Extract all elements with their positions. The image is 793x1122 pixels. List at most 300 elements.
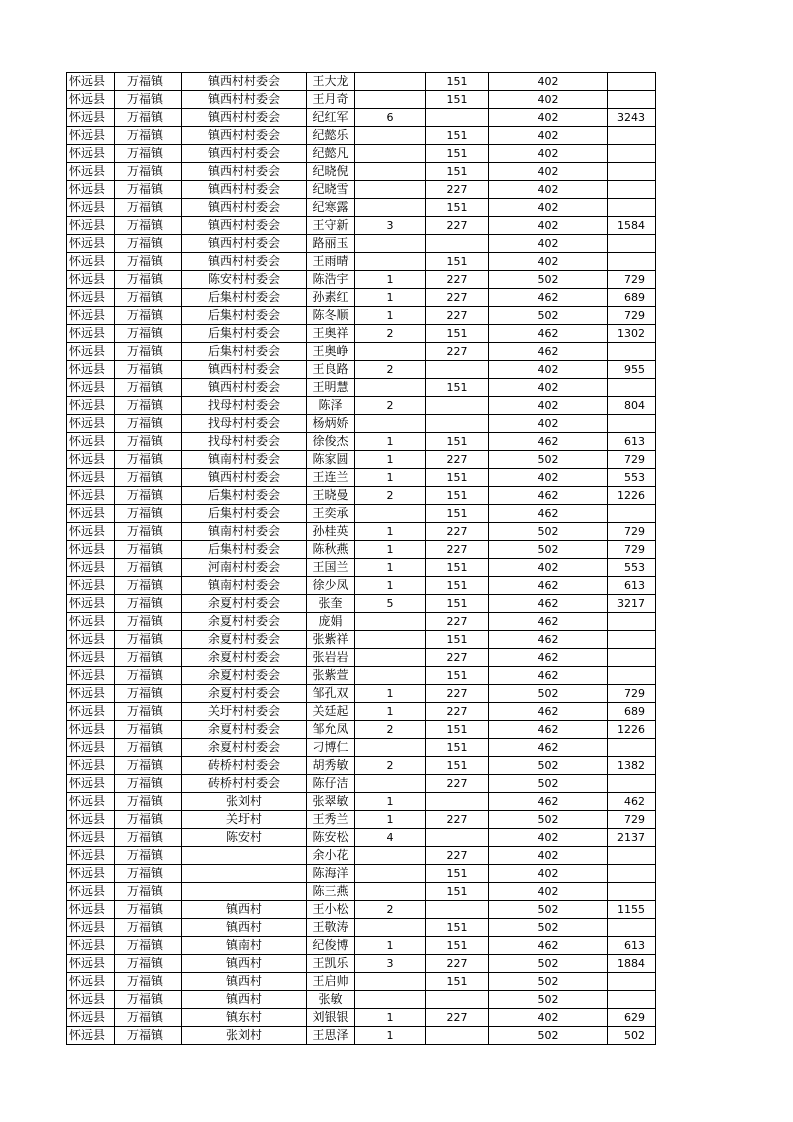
table-row [67, 127, 656, 145]
table-row [67, 109, 656, 127]
total-cell: 629 [608, 1009, 656, 1027]
table-row [67, 505, 656, 523]
amount-a-cell: 227 [426, 307, 489, 325]
table-row [67, 523, 656, 541]
total-cell: 729 [608, 271, 656, 289]
count-cell [355, 199, 426, 217]
name-cell: 张奎 [307, 595, 355, 613]
amount-b-cell: 402 [489, 1009, 608, 1027]
amount-b-cell: 402 [489, 865, 608, 883]
total-cell [608, 253, 656, 271]
town-cell: 万福镇 [115, 685, 182, 703]
village-cell: 找母村村委会 [182, 397, 307, 415]
town-cell: 万福镇 [115, 181, 182, 199]
total-cell [608, 145, 656, 163]
town-cell: 万福镇 [115, 415, 182, 433]
county-cell: 怀远县 [67, 685, 115, 703]
total-cell [608, 127, 656, 145]
county-cell: 怀远县 [67, 181, 115, 199]
count-cell [355, 253, 426, 271]
county-cell: 怀远县 [67, 955, 115, 973]
amount-a-cell: 151 [426, 325, 489, 343]
total-cell: 502 [608, 1027, 656, 1045]
amount-b-cell: 462 [489, 289, 608, 307]
total-cell: 1302 [608, 325, 656, 343]
amount-b-cell: 402 [489, 235, 608, 253]
count-cell [355, 73, 426, 91]
amount-a-cell: 227 [426, 847, 489, 865]
amount-a-cell: 151 [426, 739, 489, 757]
amount-b-cell: 462 [489, 721, 608, 739]
amount-a-cell [426, 793, 489, 811]
amount-b-cell: 462 [489, 577, 608, 595]
town-cell: 万福镇 [115, 649, 182, 667]
name-cell: 纪红军 [307, 109, 355, 127]
town-cell: 万福镇 [115, 289, 182, 307]
table-row [67, 343, 656, 361]
village-cell: 镇西村村委会 [182, 73, 307, 91]
town-cell: 万福镇 [115, 541, 182, 559]
county-cell: 怀远县 [67, 487, 115, 505]
name-cell: 王凯乐 [307, 955, 355, 973]
county-cell: 怀远县 [67, 217, 115, 235]
table-row [67, 757, 656, 775]
amount-a-cell: 151 [426, 667, 489, 685]
name-cell: 陈安松 [307, 829, 355, 847]
name-cell: 关廷起 [307, 703, 355, 721]
county-cell: 怀远县 [67, 793, 115, 811]
amount-b-cell: 502 [489, 307, 608, 325]
name-cell: 王小松 [307, 901, 355, 919]
count-cell [355, 235, 426, 253]
county-cell: 怀远县 [67, 433, 115, 451]
amount-a-cell: 151 [426, 631, 489, 649]
county-cell: 怀远县 [67, 1009, 115, 1027]
town-cell: 万福镇 [115, 325, 182, 343]
county-cell: 怀远县 [67, 739, 115, 757]
amount-b-cell: 502 [489, 811, 608, 829]
count-cell [355, 919, 426, 937]
town-cell: 万福镇 [115, 559, 182, 577]
total-cell [608, 343, 656, 361]
town-cell: 万福镇 [115, 1009, 182, 1027]
name-cell: 纪晓倪 [307, 163, 355, 181]
amount-a-cell: 227 [426, 343, 489, 361]
name-cell: 陈海洋 [307, 865, 355, 883]
amount-b-cell: 402 [489, 253, 608, 271]
count-cell [355, 649, 426, 667]
town-cell: 万福镇 [115, 973, 182, 991]
amount-b-cell: 502 [489, 901, 608, 919]
town-cell: 万福镇 [115, 1027, 182, 1045]
count-cell [355, 505, 426, 523]
table-row [67, 145, 656, 163]
county-cell: 怀远县 [67, 829, 115, 847]
amount-b-cell: 402 [489, 109, 608, 127]
total-cell [608, 163, 656, 181]
total-cell: 1226 [608, 487, 656, 505]
table-row [67, 1027, 656, 1045]
total-cell: 462 [608, 793, 656, 811]
amount-b-cell: 402 [489, 217, 608, 235]
amount-a-cell: 227 [426, 811, 489, 829]
amount-b-cell: 402 [489, 829, 608, 847]
count-cell [355, 613, 426, 631]
total-cell [608, 991, 656, 1009]
name-cell: 王启帅 [307, 973, 355, 991]
county-cell: 怀远县 [67, 649, 115, 667]
amount-a-cell: 151 [426, 73, 489, 91]
town-cell: 万福镇 [115, 721, 182, 739]
county-cell: 怀远县 [67, 757, 115, 775]
count-cell: 1 [355, 469, 426, 487]
amount-a-cell: 227 [426, 775, 489, 793]
table-row [67, 577, 656, 595]
town-cell: 万福镇 [115, 631, 182, 649]
village-cell: 镇南村村委会 [182, 451, 307, 469]
amount-b-cell: 462 [489, 505, 608, 523]
county-cell: 怀远县 [67, 541, 115, 559]
table-row [67, 271, 656, 289]
table-row [67, 433, 656, 451]
town-cell: 万福镇 [115, 163, 182, 181]
name-cell: 庞娟 [307, 613, 355, 631]
total-cell: 613 [608, 937, 656, 955]
amount-a-cell: 151 [426, 559, 489, 577]
total-cell [608, 235, 656, 253]
amount-a-cell: 227 [426, 541, 489, 559]
count-cell [355, 667, 426, 685]
town-cell: 万福镇 [115, 91, 182, 109]
town-cell: 万福镇 [115, 613, 182, 631]
county-cell: 怀远县 [67, 631, 115, 649]
county-cell: 怀远县 [67, 127, 115, 145]
village-cell: 镇西村村委会 [182, 469, 307, 487]
town-cell: 万福镇 [115, 919, 182, 937]
county-cell: 怀远县 [67, 667, 115, 685]
village-cell: 镇南村 [182, 937, 307, 955]
name-cell: 陈泽 [307, 397, 355, 415]
data-table [66, 72, 656, 1045]
town-cell: 万福镇 [115, 109, 182, 127]
table-row [67, 595, 656, 613]
amount-a-cell: 227 [426, 523, 489, 541]
name-cell: 张紫祥 [307, 631, 355, 649]
name-cell: 王守新 [307, 217, 355, 235]
count-cell [355, 181, 426, 199]
count-cell: 1 [355, 541, 426, 559]
total-cell [608, 883, 656, 901]
amount-b-cell: 462 [489, 793, 608, 811]
town-cell: 万福镇 [115, 469, 182, 487]
table-row [67, 739, 656, 757]
town-cell: 万福镇 [115, 811, 182, 829]
table-row [67, 991, 656, 1009]
name-cell: 王连兰 [307, 469, 355, 487]
village-cell: 镇西村村委会 [182, 199, 307, 217]
amount-a-cell: 227 [426, 181, 489, 199]
amount-b-cell: 462 [489, 703, 608, 721]
village-cell: 河南村村委会 [182, 559, 307, 577]
count-cell: 2 [355, 325, 426, 343]
amount-b-cell: 502 [489, 523, 608, 541]
county-cell: 怀远县 [67, 361, 115, 379]
total-cell: 955 [608, 361, 656, 379]
table-row [67, 325, 656, 343]
table-row [67, 397, 656, 415]
county-cell: 怀远县 [67, 919, 115, 937]
county-cell: 怀远县 [67, 109, 115, 127]
village-cell: 镇东村 [182, 1009, 307, 1027]
amount-a-cell: 151 [426, 721, 489, 739]
amount-a-cell: 151 [426, 577, 489, 595]
village-cell: 关圩村 [182, 811, 307, 829]
table-row [67, 91, 656, 109]
amount-b-cell: 402 [489, 415, 608, 433]
name-cell: 陈秋燕 [307, 541, 355, 559]
amount-b-cell: 502 [489, 775, 608, 793]
amount-b-cell: 402 [489, 145, 608, 163]
amount-a-cell [426, 415, 489, 433]
village-cell: 找母村村委会 [182, 433, 307, 451]
total-cell: 1884 [608, 955, 656, 973]
count-cell: 3 [355, 217, 426, 235]
total-cell [608, 73, 656, 91]
count-cell: 2 [355, 361, 426, 379]
total-cell: 553 [608, 469, 656, 487]
name-cell: 陈家圆 [307, 451, 355, 469]
name-cell: 王大龙 [307, 73, 355, 91]
name-cell: 王敬涛 [307, 919, 355, 937]
count-cell: 1 [355, 703, 426, 721]
village-cell: 镇西村村委会 [182, 109, 307, 127]
amount-b-cell: 502 [489, 757, 608, 775]
county-cell: 怀远县 [67, 991, 115, 1009]
town-cell: 万福镇 [115, 361, 182, 379]
table-row [67, 685, 656, 703]
county-cell: 怀远县 [67, 271, 115, 289]
town-cell: 万福镇 [115, 937, 182, 955]
amount-b-cell: 402 [489, 73, 608, 91]
village-cell: 镇南村村委会 [182, 577, 307, 595]
amount-a-cell: 227 [426, 289, 489, 307]
total-cell: 2137 [608, 829, 656, 847]
count-cell: 2 [355, 487, 426, 505]
town-cell: 万福镇 [115, 235, 182, 253]
name-cell: 张岩岩 [307, 649, 355, 667]
village-cell: 镇西村 [182, 901, 307, 919]
amount-b-cell: 402 [489, 847, 608, 865]
count-cell [355, 739, 426, 757]
count-cell: 1 [355, 271, 426, 289]
village-cell: 镇西村 [182, 919, 307, 937]
table-row [67, 793, 656, 811]
county-cell: 怀远县 [67, 397, 115, 415]
county-cell: 怀远县 [67, 307, 115, 325]
amount-a-cell: 151 [426, 379, 489, 397]
amount-b-cell: 502 [489, 685, 608, 703]
county-cell: 怀远县 [67, 163, 115, 181]
town-cell: 万福镇 [115, 577, 182, 595]
amount-b-cell: 402 [489, 361, 608, 379]
table-row [67, 235, 656, 253]
county-cell: 怀远县 [67, 343, 115, 361]
amount-a-cell [426, 901, 489, 919]
amount-b-cell: 502 [489, 973, 608, 991]
table-row [67, 667, 656, 685]
amount-b-cell: 462 [489, 649, 608, 667]
town-cell: 万福镇 [115, 343, 182, 361]
table-row [67, 613, 656, 631]
village-cell: 后集村村委会 [182, 487, 307, 505]
table-row [67, 217, 656, 235]
spreadsheet-page [66, 72, 656, 1045]
village-cell: 后集村村委会 [182, 343, 307, 361]
village-cell: 余夏村村委会 [182, 631, 307, 649]
count-cell: 1 [355, 433, 426, 451]
name-cell: 王奥峥 [307, 343, 355, 361]
total-cell [608, 199, 656, 217]
amount-b-cell: 402 [489, 199, 608, 217]
county-cell: 怀远县 [67, 325, 115, 343]
amount-b-cell: 462 [489, 937, 608, 955]
count-cell [355, 343, 426, 361]
amount-a-cell [426, 829, 489, 847]
count-cell: 5 [355, 595, 426, 613]
count-cell [355, 883, 426, 901]
count-cell [355, 865, 426, 883]
count-cell: 1 [355, 289, 426, 307]
village-cell: 张刘村 [182, 1027, 307, 1045]
total-cell: 689 [608, 703, 656, 721]
county-cell: 怀远县 [67, 595, 115, 613]
town-cell: 万福镇 [115, 757, 182, 775]
village-cell: 砖桥村村委会 [182, 757, 307, 775]
town-cell: 万福镇 [115, 865, 182, 883]
table-row [67, 253, 656, 271]
village-cell: 镇西村村委会 [182, 217, 307, 235]
name-cell: 路丽玉 [307, 235, 355, 253]
total-cell [608, 667, 656, 685]
amount-a-cell: 151 [426, 163, 489, 181]
village-cell: 镇南村村委会 [182, 523, 307, 541]
total-cell [608, 739, 656, 757]
amount-b-cell: 462 [489, 487, 608, 505]
amount-b-cell: 402 [489, 379, 608, 397]
name-cell: 王奕承 [307, 505, 355, 523]
total-cell [608, 631, 656, 649]
town-cell: 万福镇 [115, 253, 182, 271]
table-row [67, 937, 656, 955]
total-cell [608, 775, 656, 793]
amount-a-cell: 227 [426, 451, 489, 469]
amount-a-cell: 151 [426, 757, 489, 775]
amount-b-cell: 462 [489, 631, 608, 649]
count-cell [355, 91, 426, 109]
count-cell: 3 [355, 955, 426, 973]
total-cell: 613 [608, 433, 656, 451]
amount-a-cell: 227 [426, 703, 489, 721]
table-row [67, 559, 656, 577]
village-cell: 余夏村村委会 [182, 667, 307, 685]
village-cell: 镇西村村委会 [182, 145, 307, 163]
county-cell: 怀远县 [67, 235, 115, 253]
count-cell: 2 [355, 397, 426, 415]
amount-b-cell: 502 [489, 451, 608, 469]
table-body [67, 73, 656, 1045]
total-cell: 1226 [608, 721, 656, 739]
count-cell: 2 [355, 901, 426, 919]
town-cell: 万福镇 [115, 901, 182, 919]
name-cell: 王国兰 [307, 559, 355, 577]
village-cell: 张刘村 [182, 793, 307, 811]
amount-b-cell: 402 [489, 883, 608, 901]
count-cell: 2 [355, 757, 426, 775]
village-cell: 镇西村 [182, 955, 307, 973]
name-cell: 陈仔洁 [307, 775, 355, 793]
village-cell: 镇西村 [182, 991, 307, 1009]
count-cell: 1 [355, 811, 426, 829]
county-cell: 怀远县 [67, 199, 115, 217]
table-row [67, 847, 656, 865]
total-cell: 729 [608, 307, 656, 325]
table-row [67, 361, 656, 379]
amount-a-cell: 227 [426, 613, 489, 631]
count-cell [355, 127, 426, 145]
name-cell: 孙素红 [307, 289, 355, 307]
table-row [67, 919, 656, 937]
amount-a-cell: 151 [426, 487, 489, 505]
village-cell: 陈安村村委会 [182, 271, 307, 289]
amount-a-cell: 227 [426, 217, 489, 235]
total-cell: 729 [608, 541, 656, 559]
count-cell [355, 145, 426, 163]
total-cell: 689 [608, 289, 656, 307]
county-cell: 怀远县 [67, 505, 115, 523]
table-row [67, 955, 656, 973]
total-cell: 613 [608, 577, 656, 595]
count-cell: 1 [355, 685, 426, 703]
name-cell: 纪懿乐 [307, 127, 355, 145]
total-cell [608, 505, 656, 523]
table-row [67, 811, 656, 829]
total-cell [608, 91, 656, 109]
village-cell: 镇西村村委会 [182, 253, 307, 271]
count-cell: 1 [355, 1027, 426, 1045]
total-cell: 3243 [608, 109, 656, 127]
amount-a-cell: 227 [426, 1009, 489, 1027]
total-cell [608, 973, 656, 991]
amount-a-cell: 151 [426, 919, 489, 937]
county-cell: 怀远县 [67, 145, 115, 163]
amount-a-cell: 151 [426, 145, 489, 163]
county-cell: 怀远县 [67, 469, 115, 487]
name-cell: 杨炳娇 [307, 415, 355, 433]
total-cell: 729 [608, 451, 656, 469]
total-cell [608, 379, 656, 397]
amount-a-cell: 151 [426, 883, 489, 901]
amount-a-cell: 151 [426, 253, 489, 271]
name-cell: 张翠敏 [307, 793, 355, 811]
village-cell [182, 847, 307, 865]
total-cell: 1155 [608, 901, 656, 919]
village-cell: 砖桥村村委会 [182, 775, 307, 793]
county-cell: 怀远县 [67, 703, 115, 721]
amount-a-cell [426, 991, 489, 1009]
name-cell: 纪俊博 [307, 937, 355, 955]
village-cell: 余夏村村委会 [182, 721, 307, 739]
amount-b-cell: 502 [489, 1027, 608, 1045]
